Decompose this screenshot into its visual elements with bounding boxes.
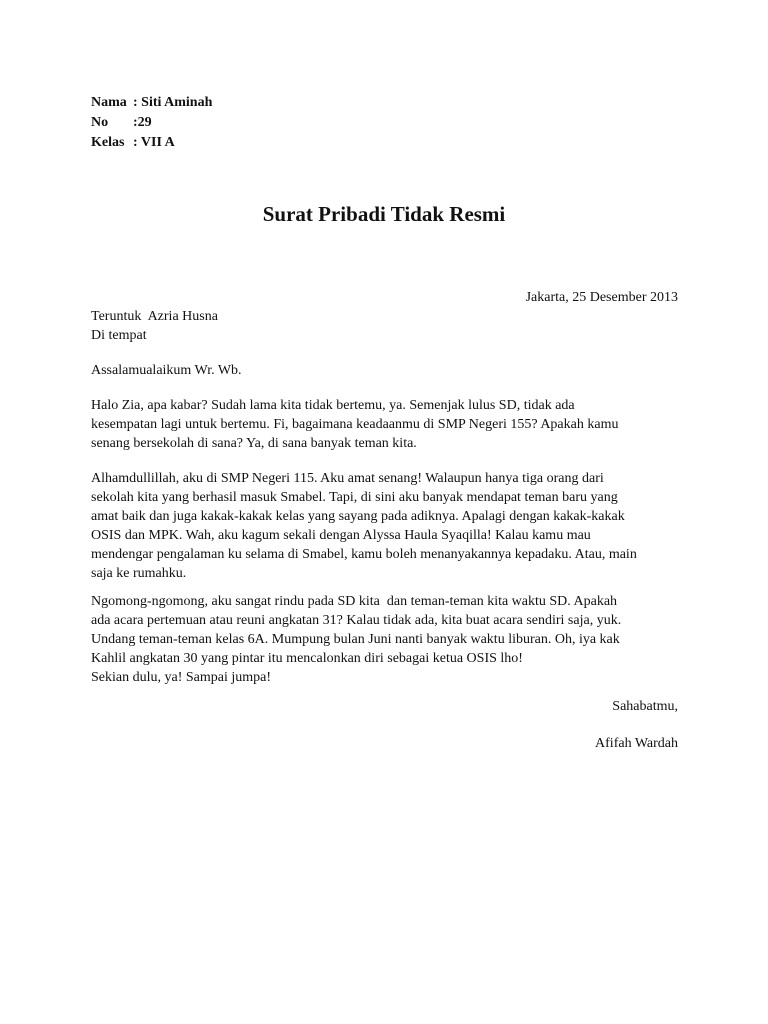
- class-value: : VII A: [133, 135, 175, 150]
- name-label: Nama: [91, 95, 127, 110]
- paragraph-line: mendengar pengalaman ku selama di Smabel, kamu boleh menanyakannya kepadaku. Atau, main: [91, 547, 637, 562]
- paragraph-line: Kahlil angkatan 30 yang pintar itu mencalonkan diri sebagai ketua OSIS lho!: [91, 651, 523, 666]
- paragraph-line: Sekian dulu, ya! Sampai jumpa!: [91, 670, 272, 685]
- recipient-line-2: Di tempat: [91, 328, 147, 343]
- paragraph-line: Alhamdullillah, aku di SMP Negeri 115. Aku amat senang! Walaupun hanya tiga orang dari: [91, 471, 604, 486]
- paragraph-line: sekolah kita yang berhasil masuk Smabel. Tapi, di sini aku banyak mendapat teman baru yang: [91, 490, 618, 505]
- name-value: : Siti Aminah: [133, 95, 213, 110]
- recipient-line-1: Teruntuk Azria Husna: [91, 309, 218, 324]
- signature: Afifah Wardah: [595, 736, 678, 751]
- student-number-row: [91, 113, 152, 133]
- paragraph-line: saja ke rumahku.: [91, 566, 187, 581]
- paragraph-1: [91, 396, 691, 453]
- paragraph-line: Undang teman-teman kelas 6A. Mumpung bulan Juni nanti banyak waktu liburan. Oh, iya kak: [91, 632, 620, 647]
- closing: Sahabatmu,: [612, 699, 678, 714]
- greeting: Assalamualaikum Wr. Wb.: [91, 363, 242, 378]
- paragraph-line: ada acara pertemuan atau reuni angkatan 31? Kalau tidak ada, kita buat acara sendiri saja, yuk.: [91, 613, 622, 628]
- student-class-row: [91, 133, 175, 153]
- date-place: Jakarta, 25 Desember 2013: [525, 290, 678, 305]
- paragraph-line: senang bersekolah di sana? Ya, di sana banyak teman kita.: [91, 436, 417, 451]
- paragraph-line: Ngomong-ngomong, aku sangat rindu pada SD kita dan teman-teman kita waktu SD. Apakah: [91, 594, 618, 609]
- paragraph-line: OSIS dan MPK. Wah, aku kagum sekali dengan Alyssa Haula Syaqilla! Kalau kamu mau: [91, 528, 591, 543]
- paragraph-line: kesempatan lagi untuk bertemu. Fi, bagaimana keadaanmu di SMP Negeri 155? Apakah kamu: [91, 417, 619, 432]
- student-name-row: [91, 93, 212, 113]
- paragraph-line: Halo Zia, apa kabar? Sudah lama kita tidak bertemu, ya. Semenjak lulus SD, tidak ada: [91, 398, 575, 413]
- number-label: No: [91, 115, 109, 130]
- paragraph-3: [91, 592, 691, 687]
- paragraph-line: amat baik dan juga kakak-kakak kelas yang sayang pada adiknya. Apalagi dengan kakak-kakak: [91, 509, 625, 524]
- class-label: Kelas: [91, 135, 125, 150]
- letter-title: Surat Pribadi Tidak Resmi: [262, 202, 506, 226]
- number-value: :29: [133, 115, 152, 130]
- paragraph-2: [91, 469, 691, 583]
